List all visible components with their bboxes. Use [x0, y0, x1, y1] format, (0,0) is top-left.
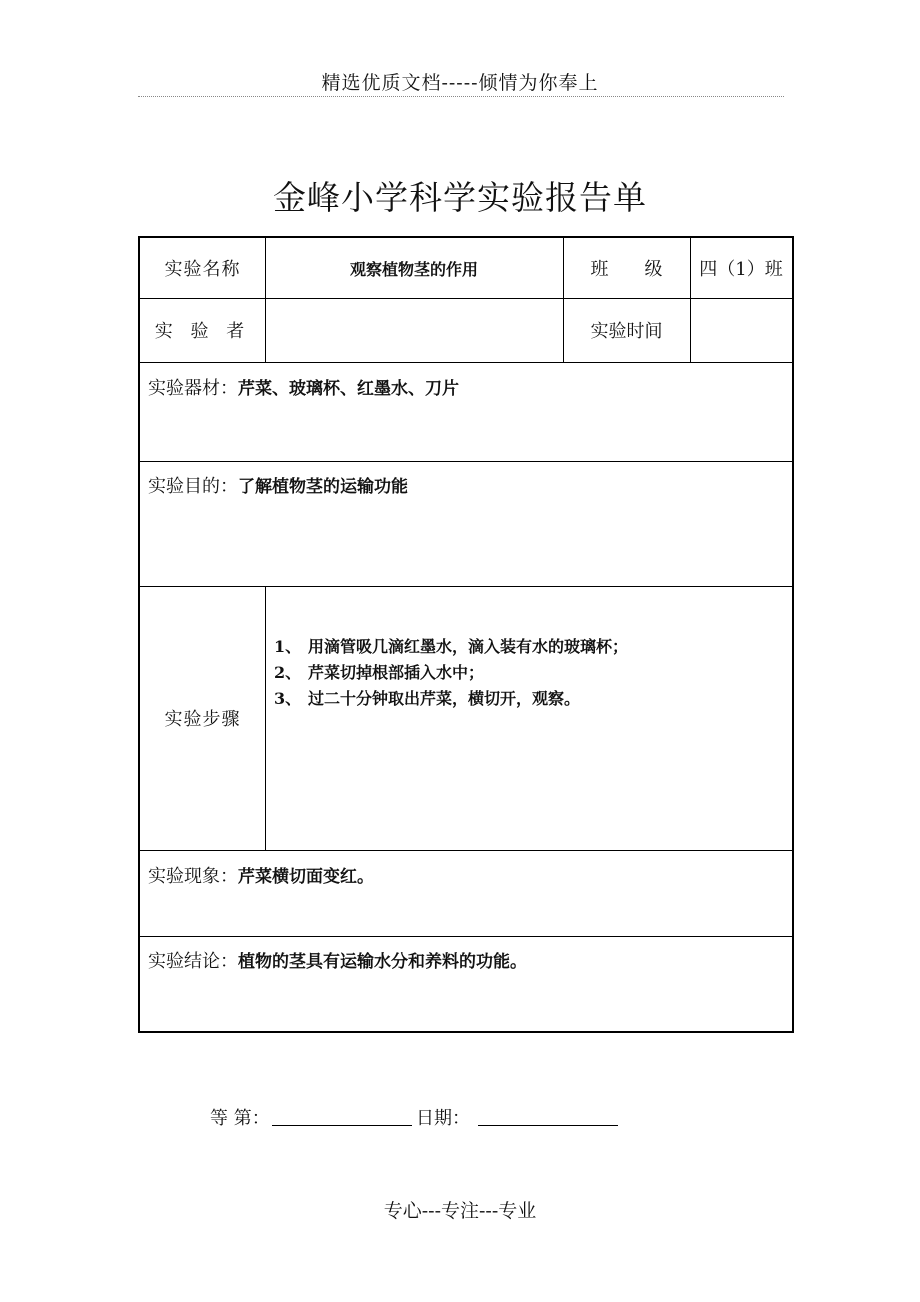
- date-field[interactable]: [478, 1125, 618, 1126]
- materials-value: 芹菜、玻璃杯、红墨水、刀片: [238, 379, 459, 399]
- conclusion-row: [148, 947, 527, 973]
- steps-list: [274, 634, 628, 712]
- row-divider: [140, 461, 792, 462]
- conclusion-value: 植物的茎具有运输水分和养料的功能。: [238, 952, 527, 972]
- col-divider: [265, 586, 266, 850]
- row-divider: [140, 936, 792, 937]
- experiment-time-label: 实验时间: [590, 321, 663, 342]
- phenomenon-value: 芹菜横切面变红。: [238, 867, 374, 887]
- step-item: 2、 芹菜切掉根部插入水中；: [274, 663, 485, 682]
- grade-field[interactable]: [272, 1125, 412, 1126]
- class-value: 四（1）班: [699, 259, 783, 280]
- report-table: [138, 236, 794, 1033]
- purpose-value: 了解植物茎的运输功能: [238, 477, 408, 497]
- step-item: 1、 用滴管吸几滴红墨水，滴入装有水的玻璃杯；: [274, 637, 629, 656]
- experimenter-label: 实 验 者: [154, 321, 251, 342]
- grade-label: 等 第：: [210, 1108, 270, 1129]
- page-footer: 专心---专注---专业: [383, 1200, 537, 1222]
- phenomenon-row: [148, 862, 374, 888]
- experimenter-field[interactable]: [265, 298, 563, 362]
- row-divider: [140, 362, 792, 363]
- page-title: 金峰小学科学实验报告单: [273, 178, 647, 217]
- date-label: 日期：: [416, 1108, 470, 1129]
- conclusion-label: 实验结论：: [148, 951, 238, 972]
- page-header: 精选优质文档-----倾情为你奉上: [321, 72, 599, 94]
- phenomenon-label: 实验现象：: [148, 866, 238, 887]
- materials-label: 实验器材：: [148, 378, 238, 399]
- experiment-name-value: 观察植物茎的作用: [349, 259, 478, 279]
- materials-row: [148, 374, 459, 400]
- experiment-time-field[interactable]: [690, 298, 792, 362]
- header-divider: [138, 96, 784, 97]
- row-divider: [140, 850, 792, 851]
- purpose-row: [148, 472, 408, 498]
- step-item: 3、 过二十分钟取出芹菜，横切开，观察。: [274, 689, 581, 708]
- experiment-name-label: 实验名称: [164, 259, 241, 280]
- class-label: 班 级: [590, 259, 663, 280]
- steps-label: 实验步骤: [164, 709, 241, 730]
- purpose-label: 实验目的：: [148, 476, 238, 497]
